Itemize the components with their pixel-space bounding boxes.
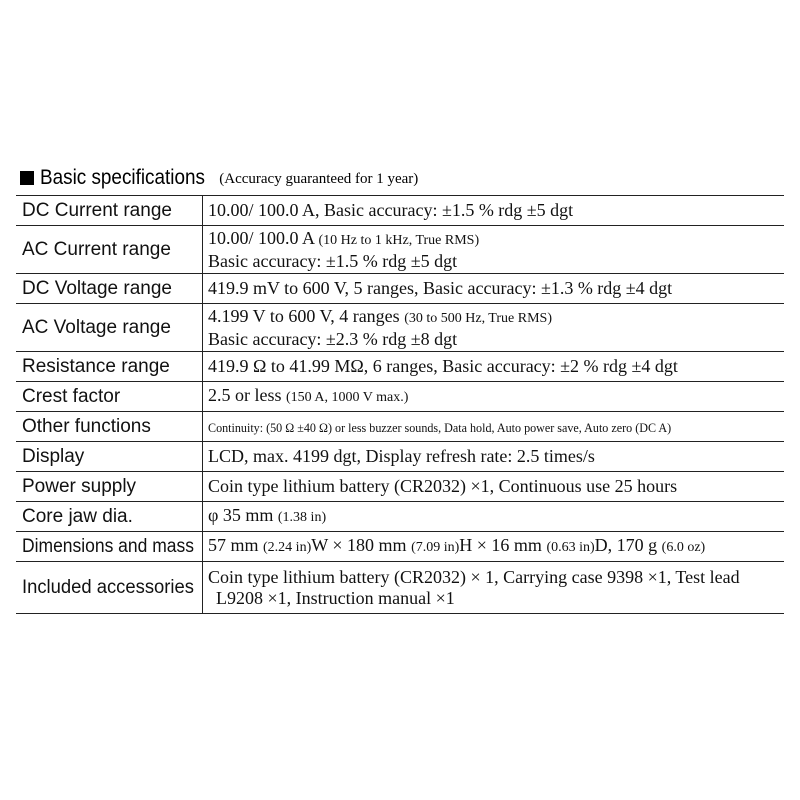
table-row <box>16 412 784 442</box>
row-label: Other functions <box>16 412 203 442</box>
row-label: DC Voltage range <box>16 274 203 304</box>
table-row <box>16 472 784 502</box>
table-row <box>16 304 784 352</box>
row-label: Core jaw dia. <box>16 502 203 532</box>
section-title: Basic specifications <box>40 166 205 189</box>
table-row <box>16 562 784 614</box>
row-label: Power supply <box>16 472 203 502</box>
table-row <box>16 352 784 382</box>
row-value: Continuity: (50 Ω ±40 Ω) or less buzzer sounds, Data hold, Auto power save, Auto zero (DC A) <box>208 419 672 435</box>
black-square-icon <box>20 171 34 185</box>
row-value: 2.5 or less (150 A, 1000 V max.) <box>208 385 409 405</box>
table-row <box>16 196 784 226</box>
section-note: (Accuracy guaranteed for 1 year) <box>219 171 419 187</box>
row-label: Resistance range <box>16 352 203 382</box>
table-row <box>16 502 784 532</box>
row-label: AC Voltage range <box>16 304 203 352</box>
row-value: φ 35 mm (1.38 in) <box>208 505 327 525</box>
table-row <box>16 532 784 562</box>
row-label: AC Current range <box>16 226 203 274</box>
table-row <box>16 382 784 412</box>
row-value: 10.00/ 100.0 A (10 Hz to 1 kHz, True RMS) Basic accuracy: ±1.5 % rdg ±5 dgt <box>208 227 480 271</box>
table-row <box>16 442 784 472</box>
row-label: Crest factor <box>16 382 203 412</box>
row-label: DC Current range <box>16 196 203 226</box>
table-row <box>16 274 784 304</box>
row-value: Coin type lithium battery (CR2032) × 1, Carrying case 9398 ×1, Test lead L9208 ×1, Instruction manual ×1 <box>208 566 740 608</box>
row-label: Dimensions and mass <box>16 532 203 562</box>
row-value: 4.199 V to 600 V, 4 ranges (30 to 500 Hz, True RMS) Basic accuracy: ±2.3 % rdg ±8 dgt <box>208 305 552 349</box>
table-row <box>16 226 784 274</box>
row-value: 10.00/ 100.0 A, Basic accuracy: ±1.5 % rdg ±5 dgt <box>208 200 574 220</box>
row-label: Included accessories <box>16 562 203 614</box>
row-value: 57 mm (2.24 in)W × 180 mm (7.09 in)H × 16 mm (0.63 in)D, 170 g (6.0 oz) <box>208 535 706 555</box>
row-label: Display <box>16 442 203 472</box>
section-heading <box>20 160 418 190</box>
specifications-table <box>16 195 784 614</box>
row-value: Coin type lithium battery (CR2032) ×1, Continuous use 25 hours <box>208 476 678 496</box>
row-value: 419.9 Ω to 41.99 MΩ, 6 ranges, Basic accuracy: ±2 % rdg ±4 dgt <box>208 356 678 376</box>
row-value: LCD, max. 4199 dgt, Display refresh rate: 2.5 times/s <box>208 446 595 466</box>
row-value: 419.9 mV to 600 V, 5 ranges, Basic accuracy: ±1.3 % rdg ±4 dgt <box>208 278 673 298</box>
